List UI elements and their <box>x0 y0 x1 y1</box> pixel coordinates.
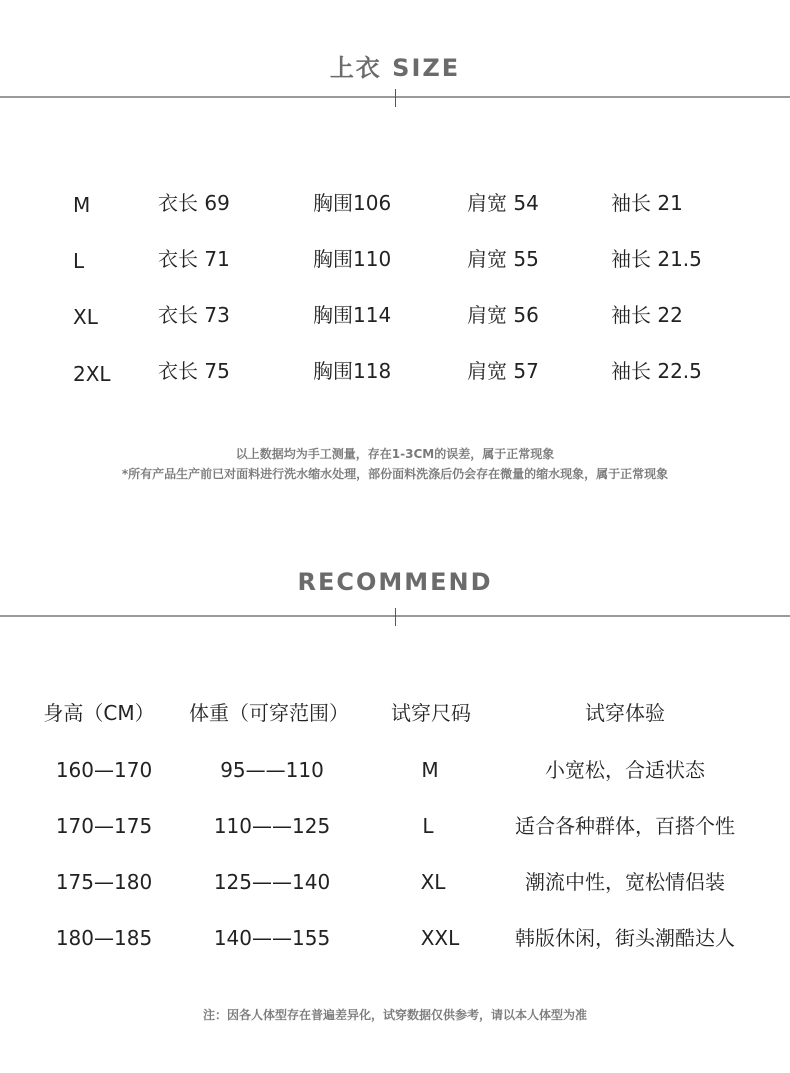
height-cell: 170—175 <box>55 814 153 838</box>
sleeve-cell: 袖长 22.5 <box>611 359 702 383</box>
size-cell: XL <box>420 870 446 894</box>
shoulder-cell: 肩宽 54 <box>467 191 539 215</box>
chest-cell: 胸围114 <box>313 303 392 327</box>
weight-cell: 140——155 <box>213 926 331 950</box>
chest-cell: 胸围106 <box>313 191 392 215</box>
header-weight: 体重（可穿范围） <box>189 701 349 725</box>
size-section-title: 上衣 SIZE <box>329 54 461 82</box>
recommend-section-title: RECOMMEND <box>297 568 493 596</box>
length-cell: 衣长 75 <box>158 359 230 383</box>
header-height: 身高（CM） <box>43 701 155 725</box>
size-cell: M <box>73 193 91 217</box>
experience-cell: 潮流中性，宽松情侣装 <box>525 870 725 894</box>
weight-cell: 110——125 <box>213 814 331 838</box>
size-cell: L <box>422 814 434 838</box>
experience-cell: 韩版休闲，街头潮酷达人 <box>515 926 735 950</box>
size-cell: XXL <box>420 926 460 950</box>
sleeve-cell: 袖长 22 <box>611 303 683 327</box>
size-section-divider-tick <box>395 89 396 107</box>
weight-cell: 125——140 <box>213 870 331 894</box>
height-cell: 160—170 <box>55 758 153 782</box>
chest-cell: 胸围118 <box>313 359 392 383</box>
height-cell: 175—180 <box>55 870 153 894</box>
experience-cell: 适合各种群体，百搭个性 <box>515 814 735 838</box>
header-experience: 试穿体验 <box>585 701 665 725</box>
shoulder-cell: 肩宽 57 <box>467 359 539 383</box>
length-cell: 衣长 69 <box>158 191 230 215</box>
experience-cell: 小宽松，合适状态 <box>545 758 705 782</box>
size-cell: 2XL <box>73 362 111 386</box>
shrinkage-note: *所有产品生产前已对面料进行洗水缩水处理，部份面料洗涤后仍会存在微量的缩水现象，属于正常现象 <box>121 467 669 481</box>
length-cell: 衣长 73 <box>158 303 230 327</box>
size-cell: M <box>421 758 439 782</box>
sleeve-cell: 袖长 21 <box>611 191 683 215</box>
shoulder-cell: 肩宽 56 <box>467 303 539 327</box>
length-cell: 衣长 71 <box>158 247 230 271</box>
size-cell: XL <box>73 305 98 329</box>
chest-cell: 胸围110 <box>313 247 392 271</box>
weight-cell: 95——110 <box>220 758 324 782</box>
header-size: 试穿尺码 <box>391 701 471 725</box>
height-cell: 180—185 <box>55 926 153 950</box>
sleeve-cell: 袖长 21.5 <box>611 247 702 271</box>
recommend-section-divider-tick <box>395 608 396 626</box>
fit-disclaimer-note: 注：因各人体型存在普遍差异化，试穿数据仅供参考，请以本人体型为准 <box>202 1008 587 1022</box>
measurement-note: 以上数据均为手工测量，存在1-3CM的误差，属于正常现象 <box>235 447 555 461</box>
size-cell: L <box>73 249 85 273</box>
shoulder-cell: 肩宽 55 <box>467 247 539 271</box>
